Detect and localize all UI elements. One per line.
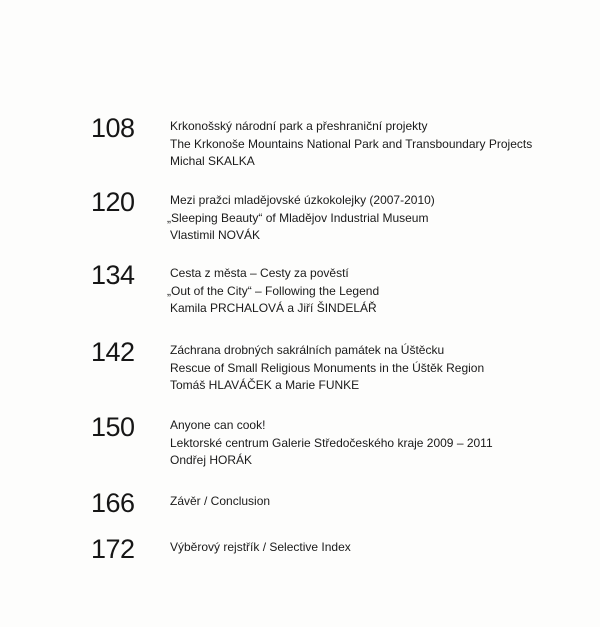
page-number: 166 — [91, 488, 135, 518]
czech-title: Záchrana drobných sakrálních památek na Úštěcku — [170, 343, 445, 357]
author: Tomáš HLAVÁČEK a Marie FUNKE — [170, 378, 360, 392]
author: Vlastimil NOVÁK — [170, 228, 261, 242]
page-number: 150 — [91, 412, 135, 442]
czech-title: Krkonošský národní park a přeshraniční projekty — [170, 119, 428, 133]
author: Kamila PRCHALOVÁ a Jiří ŠINDELÁŘ — [170, 301, 377, 315]
czech-title: Cesta z města – Cesty za pověstí — [170, 266, 349, 280]
subtitle: Lektorské centrum Galerie Středočeského kraje 2009 – 2011 — [170, 435, 493, 450]
english-title: The Krkonoše Mountains National Park and Transboundary Projects — [170, 136, 533, 151]
english-title: Rescue of Small Religious Monuments in the Úštěk Region — [170, 360, 485, 375]
english-title: „Out of the City“ – Following the Legend — [167, 283, 380, 298]
czech-title: Mezi pražci mladějovské úzkokolejky (2007-2010) — [170, 193, 435, 207]
page-number: 108 — [91, 113, 135, 143]
czech-title: Anyone can cook! — [170, 418, 266, 432]
author: Michal SKALKA — [170, 154, 255, 168]
section-title: Výběrový rejstřík / Selective Index — [170, 540, 351, 554]
page-number: 172 — [91, 534, 135, 564]
section-title: Závěr / Conclusion — [170, 494, 271, 508]
page-number: 142 — [91, 337, 135, 367]
page-number: 120 — [91, 187, 135, 217]
english-title: „Sleeping Beauty“ of Mladějov Industrial Museum — [167, 210, 429, 225]
author: Ondřej HORÁK — [170, 453, 253, 467]
page-number: 134 — [91, 260, 135, 290]
